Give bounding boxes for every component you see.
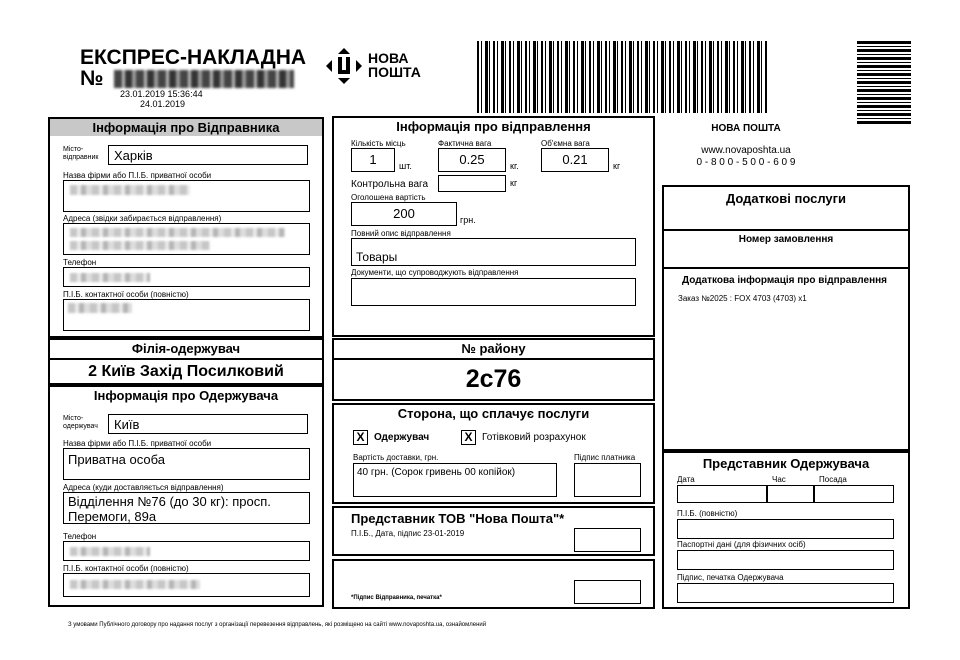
receiver-signature-label: Підпис, печатка Одержувача — [677, 573, 784, 582]
logo-text-line1: НОВА — [368, 50, 409, 66]
volume-weight-label: Об'ємна вага — [541, 139, 590, 148]
order-number-label: Номер замовлення — [664, 231, 908, 269]
control-weight-unit: кг — [510, 178, 518, 188]
document-title: ЕКСПРЕС-НАКЛАДНА — [80, 46, 307, 69]
sender-contact-field[interactable] — [63, 299, 310, 331]
receiver-panel — [48, 385, 324, 607]
description-label: Повний опис відправлення — [351, 229, 451, 238]
delivery-cost-field[interactable]: 40 грн. (Сорок гривень 00 копійок) — [353, 463, 557, 497]
np-representative-subtitle: П.І.Б., Дата, підпис 23-01-2019 — [351, 529, 465, 538]
shipment-title: Інформація про відправлення — [396, 119, 591, 134]
number-prefix: № — [80, 67, 104, 90]
receiver-representative-title: Представник Одержувача — [702, 456, 870, 471]
sender-address-label: Адреса (звідки забирається відправлення) — [63, 214, 222, 223]
sender-phone-field[interactable] — [63, 267, 310, 287]
receiver-phone-field[interactable] — [63, 541, 310, 561]
footer-terms: З умовами Публічного договору про надання послуг з організації перевезення відправлень, які розміщено на сайті www.novaposhta.ua, ознайомлений — [68, 622, 487, 628]
payment-cash-checkbox[interactable]: X — [461, 430, 476, 445]
receiver-name-field[interactable] — [677, 519, 894, 539]
declared-value-unit: грн. — [460, 215, 476, 225]
payer-receiver-label: Одержувач — [374, 432, 430, 443]
receiver-signature-field[interactable] — [677, 583, 894, 603]
extra-services-title: Додаткові послуги — [664, 187, 908, 231]
actual-weight-field[interactable]: 0.25 — [438, 148, 506, 172]
receiver-date-label: Дата — [677, 475, 695, 484]
payer-signature-field[interactable] — [574, 463, 641, 497]
payer-title: Сторона, що сплачує послуги — [397, 406, 590, 421]
volume-weight-field[interactable]: 0.21 — [541, 148, 609, 172]
receiver-phone-label: Телефон — [63, 532, 97, 541]
delivery-date: 24.01.2019 — [140, 99, 186, 109]
payment-cash-label: Готівковий розрахунок — [482, 432, 586, 443]
shipment-panel — [332, 116, 655, 337]
documents-field[interactable] — [351, 278, 636, 306]
declared-value-field[interactable]: 200 — [351, 202, 457, 226]
sender-signature-field[interactable] — [574, 580, 641, 604]
receiver-address-line1: Відділення №76 (до 30 кг): просп. — [68, 494, 271, 509]
documents-label: Документи, що супроводжують відправлення — [351, 268, 519, 277]
sender-phone-label: Телефон — [63, 258, 97, 267]
receiver-address-line2: Перемоги, 89а — [68, 509, 157, 524]
receiver-contact-field[interactable] — [63, 573, 310, 597]
logo-text-line2: ПОШТА — [368, 64, 421, 80]
branch-panel — [48, 338, 324, 385]
receiver-contact-label: П.І.Б. контактної особи (повністю) — [63, 564, 189, 573]
passport-field[interactable] — [677, 550, 894, 570]
sender-contact-label: П.І.Б. контактної особи (повністю) — [63, 290, 189, 299]
sender-city-field[interactable]: Харків — [108, 145, 308, 165]
extra-services-panel — [662, 185, 910, 451]
extra-info-title: Додаткова інформація про відправлення — [682, 275, 887, 286]
places-label: Кількість місць — [351, 139, 406, 148]
delivery-cost-label: Вартість доставки, грн. — [353, 453, 439, 462]
receiver-address-label: Адреса (куди доставляється відправлення) — [63, 483, 224, 492]
receiver-position-label: Посада — [819, 475, 847, 484]
branch-title: Філія-одержувач — [50, 340, 322, 360]
sender-signature-panel — [332, 559, 655, 609]
waybill-number-redacted — [114, 70, 294, 88]
control-weight-field[interactable] — [438, 175, 506, 192]
barcode-main — [477, 41, 767, 113]
sender-signature-label: *Підпис Відправника, печатка* — [351, 595, 442, 601]
district-value: 2с76 — [465, 365, 522, 393]
receiver-position-field[interactable] — [814, 485, 894, 503]
sender-firm-label: Назва фірми або П.І.Б. приватної особи — [63, 171, 212, 180]
receiver-title: Інформація про Одержувача — [93, 388, 279, 403]
company-phone: 0 - 8 0 0 - 5 0 0 - 6 0 9 — [696, 157, 796, 168]
volume-weight-unit: кг — [613, 161, 621, 171]
extra-info-text: Заказ №2025 : FOX 4703 (4703) x1 — [678, 294, 807, 303]
receiver-representative-panel — [662, 451, 910, 609]
district-title: № району — [334, 340, 653, 360]
nova-poshta-logo-icon — [326, 48, 362, 84]
passport-label: Паспортні дані (для фізичних осіб) — [677, 540, 806, 549]
receiver-firm-label: Назва фірми або П.І.Б. приватної особи — [63, 439, 212, 448]
created-datetime: 23.01.2019 15:36:44 — [120, 89, 203, 99]
barcode-side — [857, 41, 911, 125]
sender-address-field[interactable] — [63, 223, 310, 255]
payer-panel — [332, 403, 655, 504]
receiver-city-label: Місто-одержувач — [63, 415, 98, 430]
receiver-name-label: П.І.Б. (повністю) — [677, 509, 738, 518]
control-weight-label: Контрольна вага — [351, 179, 429, 190]
receiver-time-label: Час — [772, 475, 786, 484]
places-unit: шт. — [399, 161, 412, 171]
np-representative-title: Представник ТОВ "Нова Пошта"* — [351, 511, 565, 526]
places-field[interactable]: 1 — [351, 148, 395, 172]
payer-signature-label: Підпис платника — [574, 453, 636, 462]
actual-weight-unit: кг. — [510, 161, 519, 171]
payer-receiver-checkbox[interactable]: X — [353, 430, 368, 445]
district-panel — [332, 338, 655, 401]
receiver-firm-field[interactable]: Приватна особа — [63, 448, 310, 480]
np-representative-signature-field[interactable] — [574, 528, 641, 552]
receiver-city-field[interactable]: Київ — [108, 414, 308, 434]
receiver-date-field[interactable] — [677, 485, 767, 503]
declared-value-label: Оголошена вартість — [351, 193, 426, 202]
description-field[interactable]: Товары — [351, 238, 636, 266]
sender-panel — [48, 117, 324, 338]
sender-title: Інформація про Відправника — [50, 119, 322, 136]
sender-firm-field[interactable] — [63, 180, 310, 212]
branch-name: 2 Київ Захід Посилковий — [88, 363, 284, 380]
receiver-address-field[interactable] — [63, 492, 310, 524]
company-site: www.novaposhta.ua — [701, 145, 791, 156]
company-name: НОВА ПОШТА — [711, 123, 781, 134]
actual-weight-label: Фактична вага — [438, 139, 492, 148]
receiver-time-field[interactable] — [767, 485, 814, 503]
np-representative-panel — [332, 506, 655, 556]
sender-city-label: Місто-відправник — [63, 146, 99, 161]
